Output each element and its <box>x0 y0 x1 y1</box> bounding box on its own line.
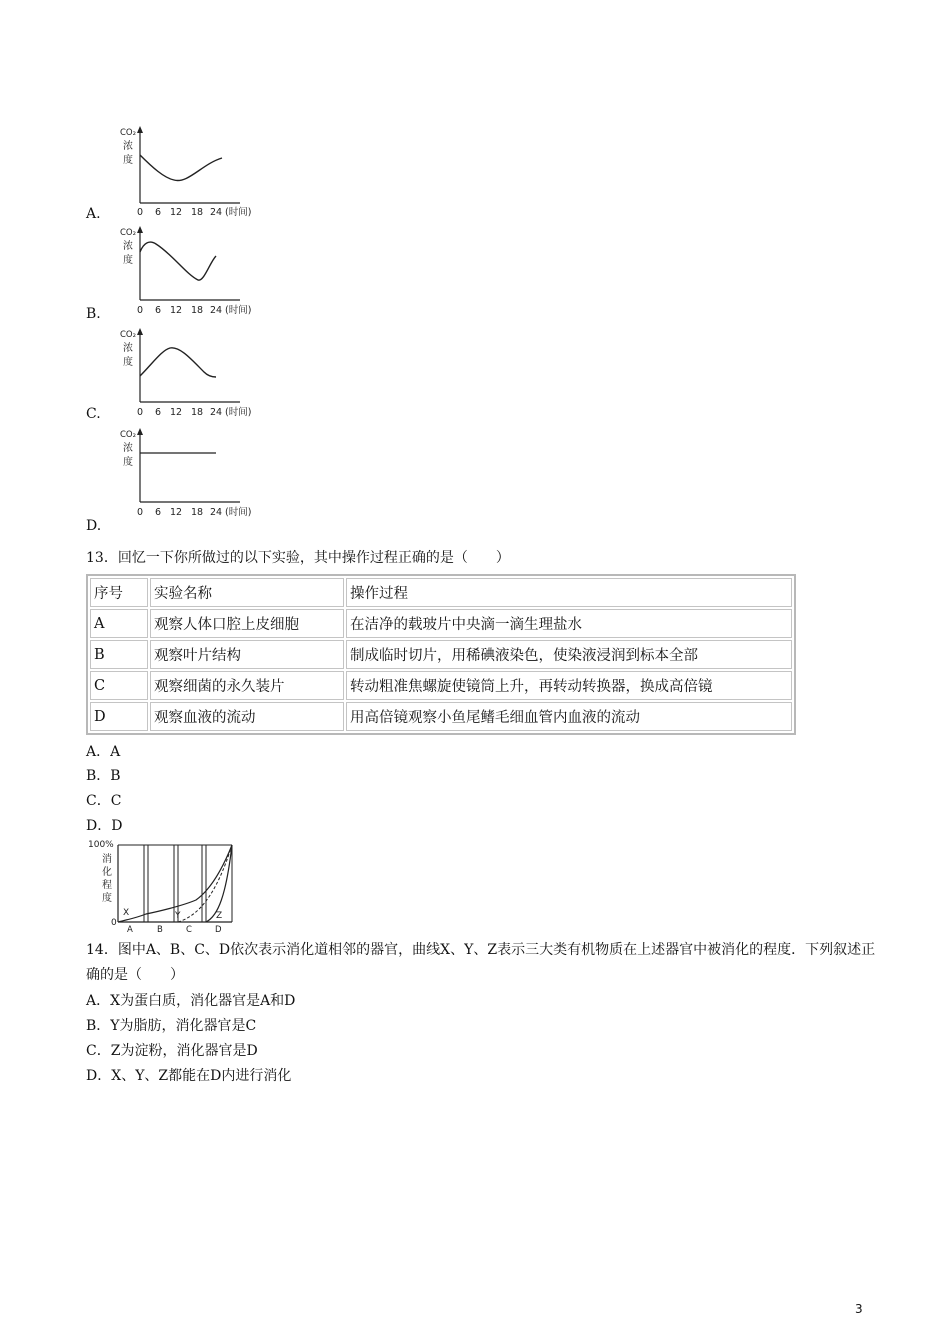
svg-text:24: 24 <box>210 507 223 518</box>
curve-y <box>178 845 232 922</box>
svg-text:X: X <box>123 908 130 918</box>
svg-text:6: 6 <box>155 507 162 518</box>
svg-text:100%: 100% <box>88 840 114 850</box>
table-cell: 观察血液的流动 <box>150 702 344 731</box>
svg-text:度: 度 <box>123 255 133 266</box>
svg-text:18: 18 <box>191 305 204 316</box>
svg-text:12: 12 <box>170 207 183 218</box>
svg-text:12: 12 <box>170 507 183 518</box>
svg-text:0: 0 <box>137 407 144 418</box>
digestion-figure <box>86 836 241 934</box>
q14-option-c: C．Z为淀粉，消化器官是D <box>86 1043 258 1059</box>
table-row <box>90 671 792 700</box>
svg-text:0: 0 <box>137 305 144 316</box>
svg-text:24: 24 <box>210 305 223 316</box>
q13-stem: 13．回忆一下你所做过的以下实验，其中操作过程正确的是（ ） <box>86 550 510 566</box>
table-cell: 用高倍镜观察小鱼尾鳍毛细血管内血液的流动 <box>346 702 792 731</box>
svg-text:(时间): (时间) <box>225 507 252 518</box>
table-cell: B <box>90 640 148 669</box>
table-row <box>90 640 792 669</box>
co2-graph-c <box>112 324 262 420</box>
svg-text:CO₂: CO₂ <box>120 228 137 238</box>
q12-option-d-label: D. <box>86 518 102 534</box>
co2-graph-a <box>112 122 262 218</box>
co2-graph-d <box>112 424 262 520</box>
svg-text:浓: 浓 <box>123 343 133 354</box>
q14-option-d: D．X、Y、Z都能在D内进行消化 <box>86 1068 292 1084</box>
svg-text:6: 6 <box>155 407 162 418</box>
table-cell: 转动粗准焦螺旋使镜筒上升，再转动转换器，换成高倍镜 <box>346 671 792 700</box>
svg-text:24: 24 <box>210 407 223 418</box>
svg-text:B: B <box>157 925 163 934</box>
svg-text:度: 度 <box>102 893 112 904</box>
table-cell: 观察细菌的永久装片 <box>150 671 344 700</box>
q13-option-d: D．D <box>86 818 123 834</box>
table-cell: 制成临时切片，用稀碘液染色，使染液浸润到标本全部 <box>346 640 792 669</box>
svg-text:24: 24 <box>210 207 223 218</box>
page-number: 3 <box>855 1302 863 1316</box>
q13-option-b: B．B <box>86 768 121 784</box>
table-cell: 在洁净的载玻片中央滴一滴生理盐水 <box>346 609 792 638</box>
svg-text:(时间): (时间) <box>225 407 252 418</box>
table-header-cell: 操作过程 <box>346 578 792 607</box>
svg-text:度: 度 <box>123 155 133 166</box>
q13-option-a: A．A <box>86 744 121 760</box>
svg-text:CO₂: CO₂ <box>120 330 137 340</box>
svg-text:C: C <box>186 925 192 934</box>
table-header-row <box>90 578 792 607</box>
q12-option-c-label: C. <box>86 406 101 422</box>
svg-text:0: 0 <box>137 207 144 218</box>
table-cell: 观察叶片结构 <box>150 640 344 669</box>
svg-text:消: 消 <box>102 854 112 865</box>
svg-text:18: 18 <box>191 407 204 418</box>
table-row <box>90 609 792 638</box>
svg-text:6: 6 <box>155 305 162 316</box>
table-header-cell: 序号 <box>90 578 148 607</box>
svg-text:6: 6 <box>155 207 162 218</box>
svg-text:18: 18 <box>191 207 204 218</box>
svg-text:度: 度 <box>123 457 133 468</box>
svg-text:CO₂: CO₂ <box>120 128 137 138</box>
experiment-table <box>86 574 796 735</box>
svg-text:浓: 浓 <box>123 141 133 152</box>
table-row <box>90 702 792 731</box>
co2-graph-b <box>112 222 262 318</box>
svg-text:浓: 浓 <box>123 443 133 454</box>
q14-stem: 14．图中A、B、C、D依次表示消化道相邻的器官，曲线X、Y、Z表示三大类有机物质在上述器官中被消化的程度．下列叙述正确的是（ ） <box>86 942 876 983</box>
q14-option-b: B．Y为脂肪，消化器官是C <box>86 1018 257 1034</box>
svg-text:12: 12 <box>170 407 183 418</box>
svg-text:化: 化 <box>102 867 112 878</box>
svg-text:Z: Z <box>216 911 223 921</box>
svg-text:(时间): (时间) <box>225 305 252 316</box>
svg-text:Y: Y <box>175 911 181 921</box>
svg-text:18: 18 <box>191 507 204 518</box>
svg-text:程: 程 <box>102 880 112 891</box>
svg-text:12: 12 <box>170 305 183 316</box>
svg-text:(时间): (时间) <box>225 207 252 218</box>
table-cell: A <box>90 609 148 638</box>
svg-text:CO₂: CO₂ <box>120 430 137 440</box>
table-cell: D <box>90 702 148 731</box>
svg-text:浓: 浓 <box>123 241 133 252</box>
svg-text:度: 度 <box>123 357 133 368</box>
q12-option-b-label: B. <box>86 306 101 322</box>
q13-option-c: C．C <box>86 793 122 809</box>
table-cell: 观察人体口腔上皮细胞 <box>150 609 344 638</box>
svg-text:D: D <box>215 925 222 934</box>
q14-option-a: A．X为蛋白质，消化器官是A和D <box>86 993 296 1009</box>
table-cell: C <box>90 671 148 700</box>
q12-option-a-label: A. <box>86 206 101 222</box>
table-header-cell: 实验名称 <box>150 578 344 607</box>
svg-text:0: 0 <box>137 507 144 518</box>
svg-text:0: 0 <box>111 918 117 928</box>
svg-text:A: A <box>127 925 133 934</box>
